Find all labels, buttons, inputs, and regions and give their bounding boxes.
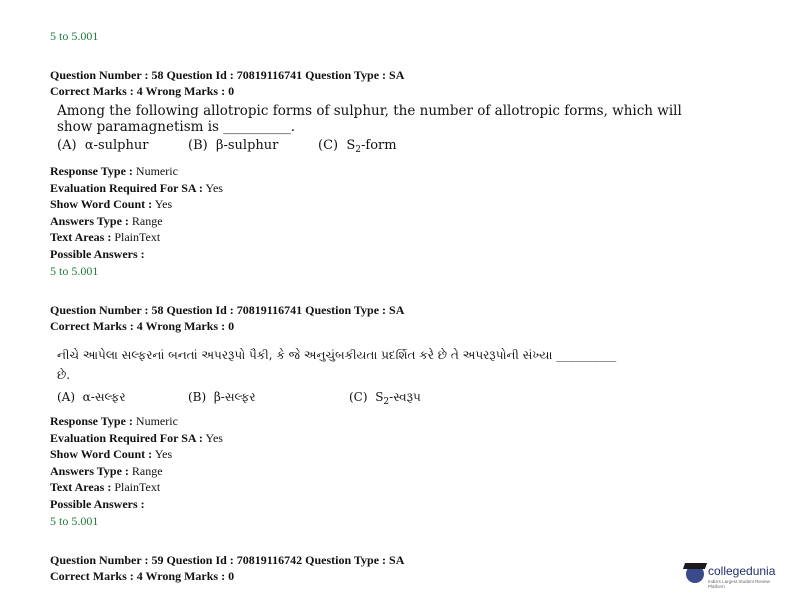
option-label: (B) bbox=[188, 390, 207, 404]
option-b bbox=[188, 138, 278, 153]
option-text: α-sulphur bbox=[84, 138, 149, 153]
option-text: β-સલ્ફર bbox=[213, 390, 256, 404]
option-b bbox=[188, 390, 256, 405]
answer-range: 5 to 5.001 bbox=[50, 514, 99, 528]
meta-response-type: Response Type : Numeric bbox=[50, 414, 178, 428]
option-label: (A) bbox=[57, 138, 77, 153]
meta-word-count: Show Word Count : Yes bbox=[50, 447, 173, 461]
meta-text-areas: Text Areas : PlainText bbox=[50, 230, 161, 244]
option-c: (C) $S_2$-form bbox=[318, 138, 397, 155]
meta-evaluation: Evaluation Required For SA : Yes bbox=[50, 181, 223, 195]
question-header: Question Number : 58 Question Id : 70819116741 Question Type : SA bbox=[50, 68, 405, 82]
option-label: (C) bbox=[349, 390, 368, 404]
question-marks: Correct Marks : 4 Wrong Marks : 0 bbox=[50, 84, 235, 98]
question-header: Question Number : 59 Question Id : 70819116742 Question Type : SA bbox=[50, 553, 405, 567]
meta-answers-type: Answers Type : Range bbox=[50, 464, 163, 478]
option-label: (C) bbox=[318, 138, 339, 153]
meta-possible-answers: Possible Answers : bbox=[50, 497, 145, 511]
option-a bbox=[57, 390, 126, 405]
option-c: (C) $S_2-સ્વરૂપ$ bbox=[349, 390, 421, 407]
question-text-line1: Among the following allotropic forms of sulphur, the number of allotropic forms, which will bbox=[57, 103, 682, 119]
question-text-line1: નીચે આપેલા સલ્ફરનાં બનતાં અપરરૂપો પૈકી, કે જે અનુચુંબકીયતા પ્રદર્શિત કરે છે તે અપરરૂપોની સંખ્યા __________ bbox=[57, 348, 617, 362]
question-text-line2: show paramagnetism is __________. bbox=[57, 119, 296, 135]
option-text: β-sulphur bbox=[215, 138, 279, 153]
option-label: (B) bbox=[188, 138, 208, 153]
answer-range: 5 to 5.001 bbox=[50, 264, 99, 278]
previous-answer: 5 to 5.001 bbox=[50, 29, 99, 43]
question-header: Question Number : 58 Question Id : 70819116741 Question Type : SA bbox=[50, 303, 405, 317]
meta-answers-type: Answers Type : Range bbox=[50, 214, 163, 228]
option-a bbox=[57, 138, 148, 153]
meta-evaluation: Evaluation Required For SA : Yes bbox=[50, 431, 223, 445]
collegedunia-logo bbox=[686, 563, 786, 589]
logo-name: collegedunia bbox=[708, 564, 776, 578]
question-text-line2: છે. bbox=[57, 368, 71, 382]
question-marks: Correct Marks : 4 Wrong Marks : 0 bbox=[50, 569, 235, 583]
meta-word-count: Show Word Count : Yes bbox=[50, 197, 173, 211]
option-text: α-સલ્ફર bbox=[82, 390, 126, 404]
option-label: (A) bbox=[57, 390, 76, 404]
logo-tagline: India's Largest Student Review Platform bbox=[708, 579, 770, 589]
meta-possible-answers: Possible Answers : bbox=[50, 247, 145, 261]
question-marks: Correct Marks : 4 Wrong Marks : 0 bbox=[50, 319, 235, 333]
meta-response-type: Response Type : Numeric bbox=[50, 164, 178, 178]
meta-text-areas: Text Areas : PlainText bbox=[50, 480, 161, 494]
